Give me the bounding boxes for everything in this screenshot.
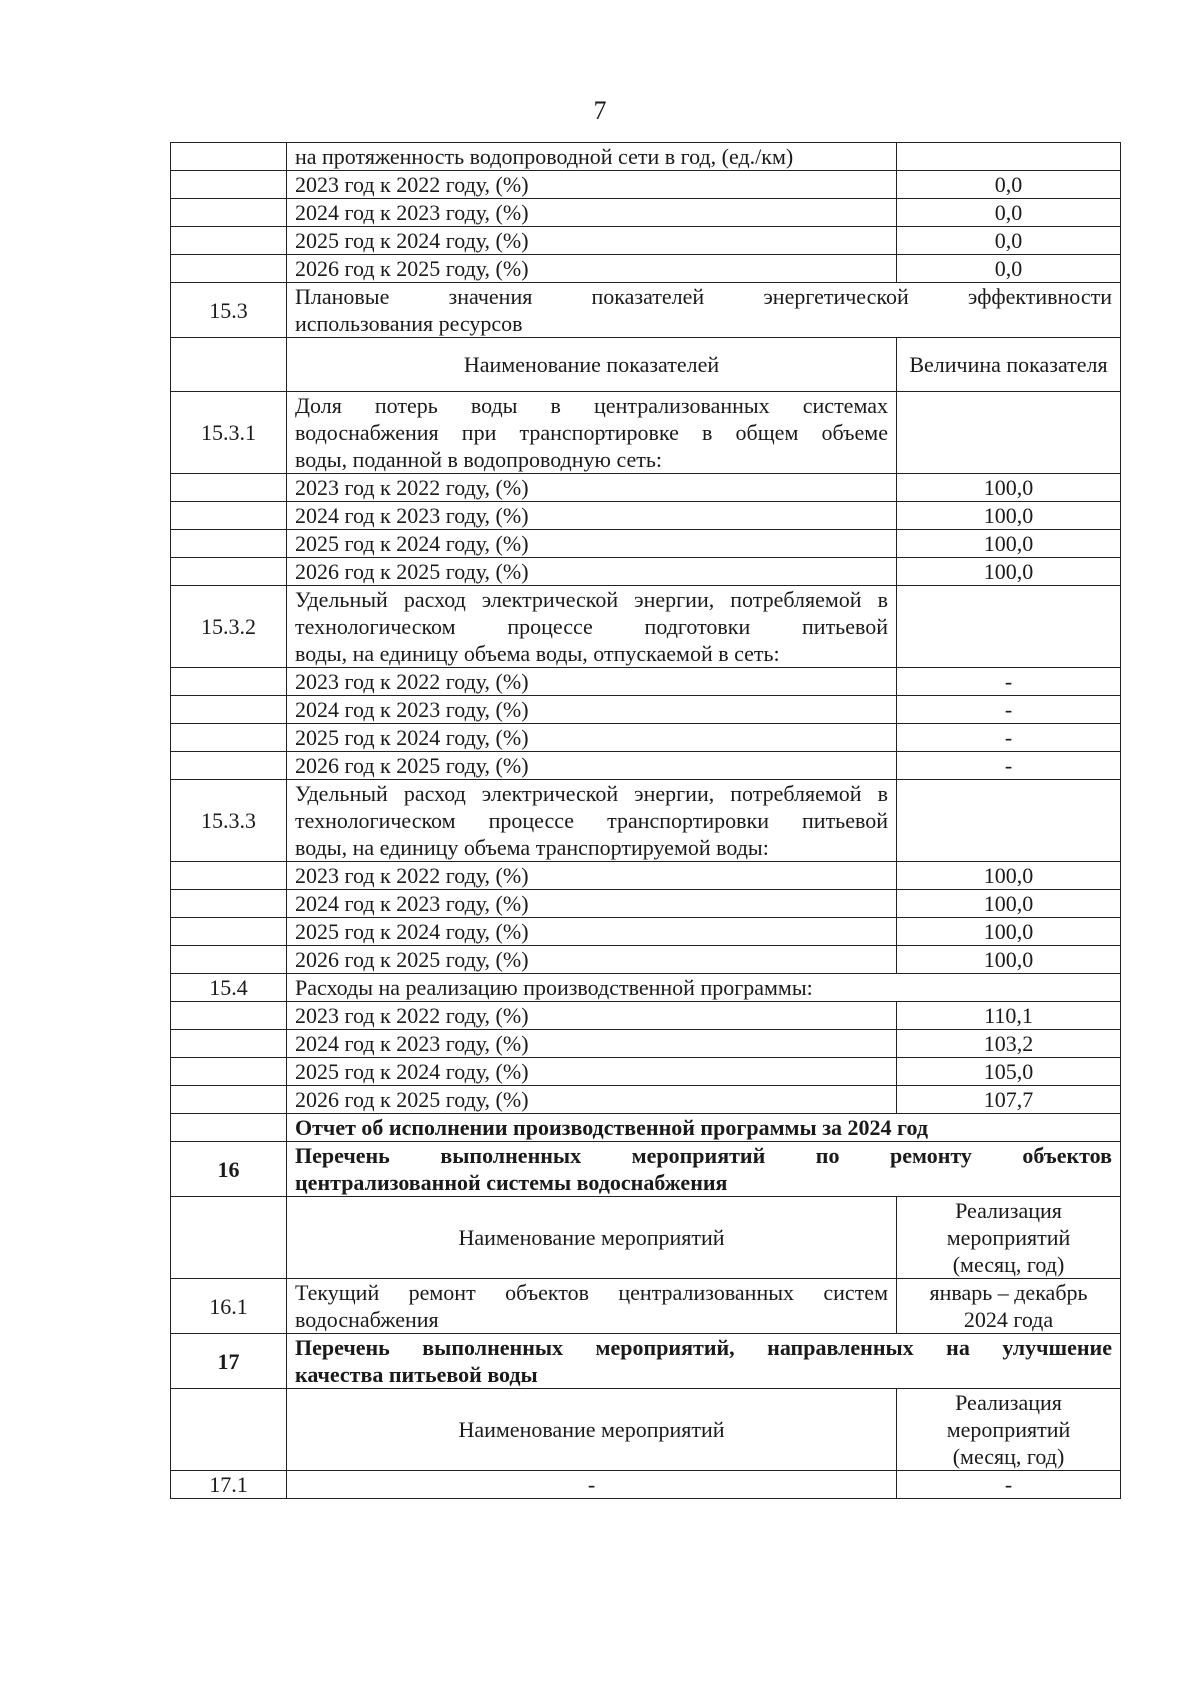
text-cell: 2023 год к 2022 году, (%) xyxy=(287,668,897,696)
section-title xyxy=(287,1334,1121,1389)
value-line: 2024 года xyxy=(963,1307,1054,1332)
text-cell: 2024 год к 2023 году, (%) xyxy=(287,1030,897,1058)
section-number: 16 xyxy=(171,1142,287,1197)
section-title-line: качества питьевой воды xyxy=(295,1362,538,1387)
table-header-row xyxy=(171,1389,1121,1471)
number-cell xyxy=(171,171,287,199)
table-row xyxy=(171,143,1121,171)
section-title-line: централизованной системы водоснабжения xyxy=(295,1170,728,1195)
value-cell: 0,0 xyxy=(897,171,1121,199)
table-row xyxy=(171,668,1121,696)
number-cell xyxy=(171,918,287,946)
value-cell: 100,0 xyxy=(897,946,1121,974)
table-row xyxy=(171,1471,1121,1499)
page-number: 7 xyxy=(593,96,607,125)
section-title xyxy=(287,1142,1121,1197)
section-title xyxy=(287,283,1121,338)
value-cell: - xyxy=(897,1471,1121,1499)
text-line: Текущий ремонт объектов централизованных систем xyxy=(295,1280,888,1305)
value-line: январь – декабрь xyxy=(929,1280,1088,1305)
value-cell xyxy=(897,780,1121,862)
table-row xyxy=(171,752,1121,780)
table-row xyxy=(171,502,1121,530)
value-cell: - xyxy=(897,696,1121,724)
value-cell: 100,0 xyxy=(897,890,1121,918)
number-cell xyxy=(171,1086,287,1114)
header-value-line: (месяц, год) xyxy=(952,1252,1065,1277)
table-row xyxy=(171,1086,1121,1114)
text-cell: - xyxy=(287,1471,897,1499)
number-cell xyxy=(171,696,287,724)
text-cell: 2026 год к 2025 году, (%) xyxy=(287,558,897,586)
header-value xyxy=(897,1197,1121,1279)
number-cell xyxy=(171,143,287,171)
section-row xyxy=(171,1334,1121,1389)
value-cell: 107,7 xyxy=(897,1086,1121,1114)
number-cell xyxy=(171,1389,287,1471)
text-cell: 2026 год к 2025 году, (%) xyxy=(287,255,897,283)
number-cell xyxy=(171,1002,287,1030)
table-row xyxy=(171,558,1121,586)
value-cell xyxy=(897,392,1121,474)
table-header-row xyxy=(171,338,1121,392)
value-cell: - xyxy=(897,724,1121,752)
table-row xyxy=(171,918,1121,946)
table-row xyxy=(171,199,1121,227)
number-cell xyxy=(171,530,287,558)
text-cell: 2024 год к 2023 году, (%) xyxy=(287,199,897,227)
header-value: Величина показателя xyxy=(897,338,1121,392)
header-value-line: мероприятий xyxy=(946,1225,1071,1250)
number-cell xyxy=(171,1197,287,1279)
section-row xyxy=(171,974,1121,1002)
text-cell: 2026 год к 2025 году, (%) xyxy=(287,946,897,974)
number-cell xyxy=(171,199,287,227)
report-row xyxy=(171,1114,1121,1142)
section-row xyxy=(171,1142,1121,1197)
header-name: Наименование мероприятий xyxy=(287,1197,897,1279)
table-row xyxy=(171,1279,1121,1334)
section-number: 16.1 xyxy=(171,1279,287,1334)
report-title: Отчет об исполнении производственной программы за 2024 год xyxy=(287,1114,1121,1142)
text-cell: 2025 год к 2024 году, (%) xyxy=(287,227,897,255)
table-row xyxy=(171,890,1121,918)
value-cell xyxy=(897,1279,1121,1334)
table-row xyxy=(171,696,1121,724)
text-cell: 2025 год к 2024 году, (%) xyxy=(287,530,897,558)
number-cell xyxy=(171,227,287,255)
indicator-text-block: Доля потерь воды в централизованных системах водоснабжения при транспортировке в общем объеме xyxy=(295,393,888,445)
value-cell: 100,0 xyxy=(897,862,1121,890)
number-cell xyxy=(171,724,287,752)
header-value-line: Реализация xyxy=(955,1390,1062,1415)
section-number: 15.3.1 xyxy=(171,392,287,474)
value-cell: 103,2 xyxy=(897,1030,1121,1058)
table-row xyxy=(171,255,1121,283)
section-title-line: Перечень выполненных мероприятий по ремонту объектов xyxy=(295,1143,1112,1168)
section-title-line: использования ресурсов xyxy=(295,311,523,336)
number-cell xyxy=(171,502,287,530)
header-name: Наименование показателей xyxy=(287,338,897,392)
text-cell: 2023 год к 2022 году, (%) xyxy=(287,1002,897,1030)
number-cell xyxy=(171,752,287,780)
header-name: Наименование мероприятий xyxy=(287,1389,897,1471)
table-header-row xyxy=(171,1197,1121,1279)
text-cell: 2025 год к 2024 году, (%) xyxy=(287,724,897,752)
indicator-text xyxy=(287,392,897,474)
section-row xyxy=(171,283,1121,338)
text-cell: 2026 год к 2025 году, (%) xyxy=(287,1086,897,1114)
table-row xyxy=(171,1030,1121,1058)
indicator-text xyxy=(287,586,897,668)
section-number: 15.4 xyxy=(171,974,287,1002)
indicator-text-last: воды, на единицу объема воды, отпускаемой в сеть: xyxy=(295,641,780,666)
table-row xyxy=(171,227,1121,255)
number-cell xyxy=(171,338,287,392)
text-cell: 2026 год к 2025 году, (%) xyxy=(287,752,897,780)
value-cell: 0,0 xyxy=(897,227,1121,255)
value-cell: 0,0 xyxy=(897,199,1121,227)
indicators-table xyxy=(170,142,1121,1499)
header-value-line: Реализация xyxy=(955,1198,1062,1223)
text-line: водоснабжения xyxy=(295,1307,439,1332)
text-cell: 2024 год к 2023 году, (%) xyxy=(287,890,897,918)
value-cell: 100,0 xyxy=(897,530,1121,558)
indicator-text-block: Удельный расход электрической энергии, потребляемой в технологическом процессе подготовки питьевой xyxy=(295,587,888,639)
number-cell xyxy=(171,558,287,586)
number-cell xyxy=(171,1030,287,1058)
indicator-text xyxy=(287,780,897,862)
section-number: 17.1 xyxy=(171,1471,287,1499)
value-cell: - xyxy=(897,752,1121,780)
text-cell: 2023 год к 2022 году, (%) xyxy=(287,862,897,890)
table-row xyxy=(171,171,1121,199)
table-row xyxy=(171,862,1121,890)
value-cell: 100,0 xyxy=(897,502,1121,530)
number-cell xyxy=(171,890,287,918)
text-cell: 2023 год к 2022 году, (%) xyxy=(287,171,897,199)
indicator-text-block: Удельный расход электрической энергии, потребляемой в технологическом процессе транспортировки питьевой xyxy=(295,781,888,833)
number-cell xyxy=(171,668,287,696)
value-cell: 100,0 xyxy=(897,918,1121,946)
indicator-text-last: воды, поданной в водопроводную сеть: xyxy=(295,447,663,472)
text-cell: 2024 год к 2023 году, (%) xyxy=(287,696,897,724)
section-number: 17 xyxy=(171,1334,287,1389)
number-cell xyxy=(171,474,287,502)
table-row xyxy=(171,946,1121,974)
value-cell: 100,0 xyxy=(897,474,1121,502)
number-cell xyxy=(171,1114,287,1142)
value-cell xyxy=(897,143,1121,171)
table-row xyxy=(171,530,1121,558)
indicator-text-last: воды, на единицу объема транспортируемой воды: xyxy=(295,835,769,860)
table-row xyxy=(171,724,1121,752)
text-cell: 2025 год к 2024 году, (%) xyxy=(287,1058,897,1086)
text-cell: на протяженность водопроводной сети в год, (ед./км) xyxy=(287,143,897,171)
header-value xyxy=(897,1389,1121,1471)
section-row xyxy=(171,780,1121,862)
value-cell: 100,0 xyxy=(897,558,1121,586)
header-value-line: (месяц, год) xyxy=(952,1444,1065,1469)
value-cell: - xyxy=(897,668,1121,696)
number-cell xyxy=(171,255,287,283)
section-number: 15.3.2 xyxy=(171,586,287,668)
value-cell: 110,1 xyxy=(897,1002,1121,1030)
value-cell xyxy=(897,586,1121,668)
value-cell: 0,0 xyxy=(897,255,1121,283)
text-cell: 2023 год к 2022 году, (%) xyxy=(287,474,897,502)
section-number: 15.3.3 xyxy=(171,780,287,862)
value-cell: 105,0 xyxy=(897,1058,1121,1086)
text-cell xyxy=(287,1279,897,1334)
text-cell: 2024 год к 2023 году, (%) xyxy=(287,502,897,530)
text-cell: 2025 год к 2024 году, (%) xyxy=(287,918,897,946)
table-row xyxy=(171,1002,1121,1030)
section-title-line: Перечень выполненных мероприятий, направленных на улучшение xyxy=(295,1335,1112,1360)
number-cell xyxy=(171,1058,287,1086)
section-number: 15.3 xyxy=(171,283,287,338)
number-cell xyxy=(171,862,287,890)
table-row xyxy=(171,1058,1121,1086)
section-title: Расходы на реализацию производственной программы: xyxy=(287,974,1121,1002)
section-row xyxy=(171,392,1121,474)
number-cell xyxy=(171,946,287,974)
section-row xyxy=(171,586,1121,668)
header-value-line: мероприятий xyxy=(946,1417,1071,1442)
table-row xyxy=(171,474,1121,502)
section-title-line: Плановые значения показателей энергетической эффективности xyxy=(295,284,1112,309)
